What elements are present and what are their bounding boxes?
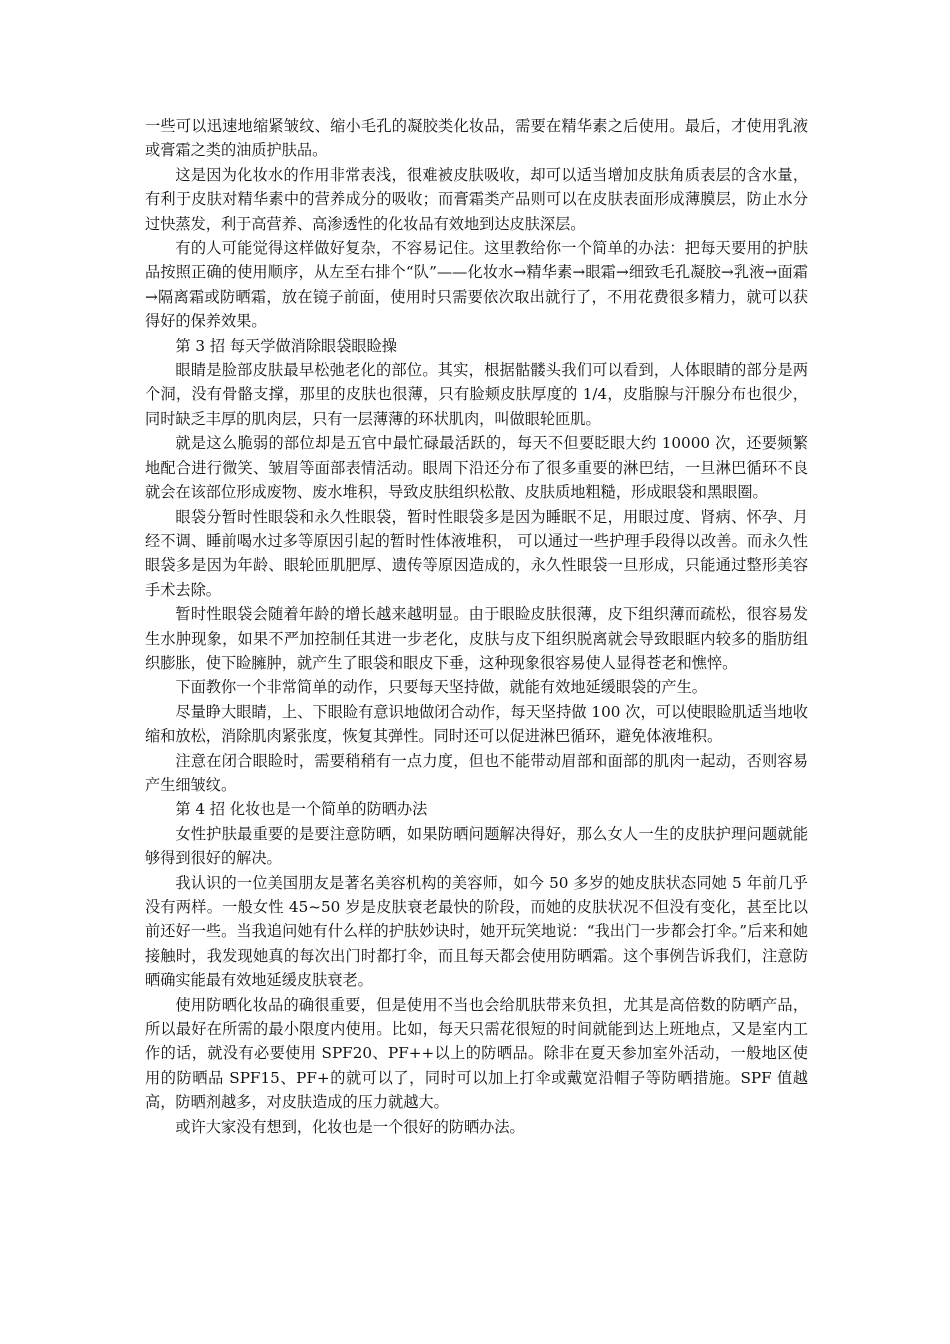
paragraph-13: 使用防晒化妆品的确很重要，但是使用不当也会给肌肤带来负担，尤其是高倍数的防晒产品，所以最好在所需的最小限度内使用。比如，每天只需花很短的时间就能到达上班地点，又是室内工作的话，就没有必要使用 SPF20、PF++以上的防晒品。除非在夏天参加室外活动，一般地区使用的防晒品 SPF15、PF+的就可以了，同时可以加上打伞或戴宽沿帽子等防晒措施。SPF 值越高，防晒剂越多，对皮肤造成的压力就越大。: [145, 995, 808, 1112]
paragraph-11: 女性护肤最重要的是要注意防晒，如果防晒问题解决得好，那么女人一生的皮肤护理问题就能够得到很好的解决。: [145, 824, 808, 868]
paragraph-6: 眼袋分暂时性眼袋和永久性眼袋，暂时性眼袋多是因为睡眠不足，用眼过度、肾病、怀孕、月经不调、睡前喝水过多等原因引起的暂时性体液堆积， 可以通过一些护理手段得以改善。而永久性眼袋多是因为年龄、眼轮匝肌肥厚、遗传等原因造成的，永久性眼袋一旦形成，只能通过整形美容手术去除。: [145, 507, 808, 599]
paragraph-7: 暂时性眼袋会随着年龄的增长越来越明显。由于眼睑皮肤很薄，皮下组织薄而疏松，很容易发生水肿现象，如果不严加控制任其进一步老化，皮肤与皮下组织脱离就会导致眼眶内较多的脂肪组织膨胀，使下睑臃肿，就产生了眼袋和眼皮下垂，这种现象很容易使人显得苍老和憔悴。: [145, 605, 808, 672]
paragraph-2: 这是因为化妆水的作用非常表浅，很难被皮肤吸收，却可以适当增加皮肤角质表层的含水量，有利于皮肤对精华素中的营养成分的吸收；而膏霜类产品则可以在皮肤表面形成薄膜层，防止水分过快蒸发，利于高营养、高渗透性的化妆品有效地到达皮肤深层。: [145, 165, 808, 233]
paragraph-3: 有的人可能觉得这样做好复杂，不容易记住。这里教给你一个简单的办法：把每天要用的护肤品按照正确的使用顺序，从左至右排个“队”——化妆水→精华素→眼霜→细致毛孔凝胶→乳液→面霜→隔离霜或防晒霜，放在镜子前面，使用时只需要依次取出就行了，不用花费很多精力，就可以获得好的保养效果。: [145, 239, 808, 331]
paragraph-10: 注意在闭合眼睑时，需要稍稍有一点力度，但也不能带动眉部和面部的肌肉一起动，否则容易产生细皱纹。: [145, 751, 808, 794]
paragraph-9: 尽量睁大眼睛，上、下眼睑有意识地做闭合动作，每天坚持做 100 次，可以使眼睑肌适当地收缩和放松，消除肌肉紧张度，恢复其弹性。同时还可以促进淋巴循环，避免体液堆积。: [145, 702, 808, 746]
paragraph-14: 或许大家没有想到，化妆也是一个很好的防晒办法。: [175, 1117, 525, 1136]
paragraph-5: 就是这么脆弱的部位却是五官中最忙碌最活跃的，每天不但要眨眼大约 10000 次，还要频繁地配合进行微笑、皱眉等面部表情活动。眼周下沿还分布了很多重要的淋巴结，一旦淋巴循环不良就会在该部位形成废物、废水堆积，导致皮肤组织松散、皮肤质地粗糙，形成眼袋和黑眼圈。: [145, 434, 808, 502]
paragraph-12: 我认识的一位美国朋友是著名美容机构的美容师，如今 50 多岁的她皮肤状态同她 5 年前几乎没有两样。一般女性 45~50 岁是皮肤衰老最快的阶段，而她的皮肤状况不但没有变化，甚至比以前还好一些。当我追问她有什么样的护肤妙诀时，她开玩笑地说：“我出门一步都会打伞。”后来和她接触时，我发现她真的每次出门时都打伞，而且每天都会使用防晒霜。这个事例告诉我们，注意防晒确实能最有效地延缓皮肤衰老。: [145, 873, 808, 990]
section-heading-4: 第 4 招 化妆也是一个简单的防晒办法: [175, 800, 428, 819]
paragraph-8: 下面教你一个非常简单的动作，只要每天坚持做，就能有效地延缓眼袋的产生。: [175, 678, 707, 697]
document-body: [145, 114, 808, 1139]
section-heading-3: 第 3 招 每天学做消除眼袋眼睑操: [175, 336, 397, 355]
paragraph-1: 一些可以迅速地缩紧皱纹、缩小毛孔的凝胶类化妆品，需要在精华素之后使用。最后，才使用乳液或膏霜之类的油质护肤品。: [145, 117, 808, 160]
paragraph-4: 眼睛是脸部皮肤最早松弛老化的部位。其实，根据骷髅头我们可以看到，人体眼睛的部分是两个洞，没有骨骼支撑，那里的皮肤也很薄，只有脸颊皮肤厚度的 1/4，皮脂腺与汗腺分布也很少，同时缺乏丰厚的肌肉层，只有一层薄薄的环状肌肉，叫做眼轮匝肌。: [145, 361, 808, 428]
